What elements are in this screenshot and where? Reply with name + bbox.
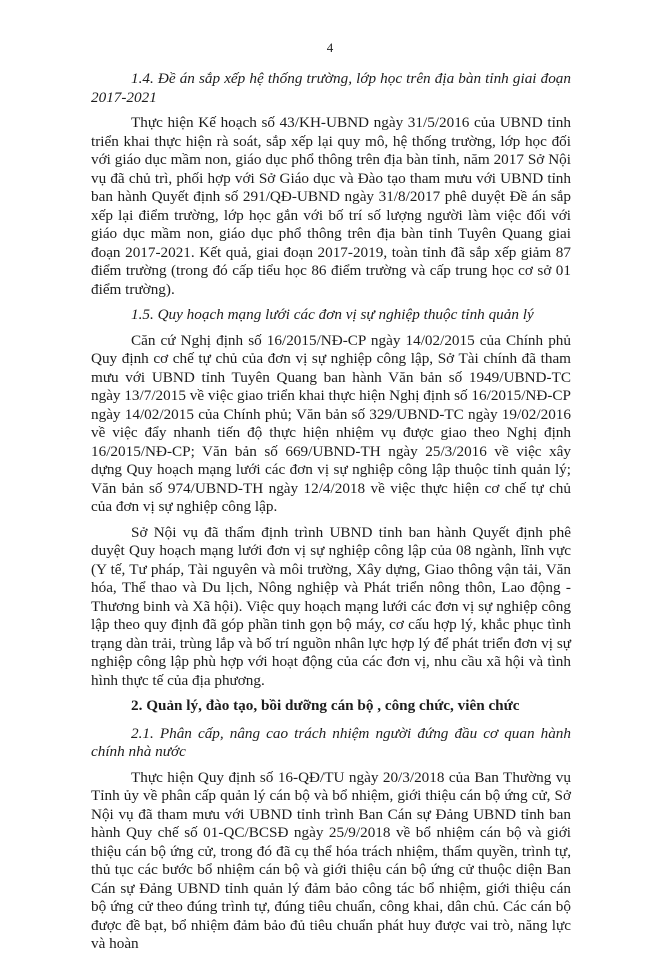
section-heading-2: 2. Quản lý, đào tạo, bồi dưỡng cán bộ , công chức, viên chức: [131, 697, 520, 714]
paragraph: Thực hiện Quy định số 16-QĐ/TU ngày 20/3/2018 của Ban Thường vụ Tỉnh ủy về phân cấp quản lý cán bộ và bổ nhiệm, giới thiệu cán bộ ứng cử, Sở Nội vụ đã tham mưu với UBND tỉnh trình Ban Cán sự Đảng UBND tỉnh ban hành Quy chế số 01-QC/BCSĐ ngày 25/9/2018 về bổ nhiệm cán bộ và giới thiệu cán bộ ứng cử, trong đó đã cụ thể hóa trách nhiệm, thẩm quyền, trình tự, thủ tục các bước bổ nhiệm cán bộ và giới thiệu cán bộ ứng cử thuộc diện Ban Cán sự Đảng UBND tỉnh quản lý đảm bảo công tác bổ nhiệm, giới thiệu cán bộ ứng cử theo đúng trình tự, đúng tiêu chuẩn, công khai, dân chủ. Các cán bộ được đề bạt, bổ nhiệm đảm bảo đủ tiêu chuẩn phát huy được vai trò, năng lực và hoàn: [91, 768, 571, 952]
paragraph: Thực hiện Kế hoạch số 43/KH-UBND ngày 31/5/2016 của UBND tỉnh triển khai thực hiện rà soát, sắp xếp lại quy mô, hệ thống trường, lớp học đối với giáo dục mầm non, giáo dục phổ thông trên địa bàn tỉnh, năm 2017 Sở Nội vụ đã chủ trì, phối hợp với Sở Giáo dục và Đào tạo tham mưu với UBND tỉnh ban hành Quyết định số 291/QĐ-UBND ngày 31/8/2017 phê duyệt Đề án sắp xếp lại điểm trường, lớp học gắn với bố trí số lượng người làm việc đối với giáo dục mầm non, giáo dục phổ thông trên địa bàn tỉnh Tuyên Quang giai đoạn 2017-2021. Kết quả, giai đoạn 2017-2019, toàn tỉnh đã sắp xếp giảm 87 điểm trường (trong đó cấp tiểu học 86 điểm trường và cấp trung học cơ sở 01 điểm trường).: [91, 114, 571, 298]
paragraph: Sở Nội vụ đã thẩm định trình UBND tỉnh ban hành Quyết định phê duyệt Quy hoạch mạng lưới đơn vị sự nghiệp công lập của 08 ngành, lĩnh vực (Y tế, Tư pháp, Tài nguyên và môi trường, Xây dựng, Giao thông vận tải, Văn hóa, Thể thao và Du lịch, Nông nghiệp và Phát triển nông thôn, Lao động - Thương binh và Xã hội). Việc quy hoạch mạng lưới các đơn vị sự nghiệp công lập theo quy định đã góp phần tinh gọn bộ máy, cơ cấu hợp lý, khắc phục tình trạng dàn trải, trùng lắp và bố trí nguồn nhân lực hợp lý để phát triển đơn vị sự nghiệp công lập phù hợp với hoạt động của các đơn vị, nhu cầu xã hội và tình hình thực tế của địa phương.: [91, 523, 571, 689]
section-heading-1-5: 1.5. Quy hoạch mạng lưới các đơn vị sự nghiệp thuộc tỉnh quản lý: [131, 306, 534, 323]
paragraph: Căn cứ Nghị định số 16/2015/NĐ-CP ngày 14/02/2015 của Chính phủ Quy định cơ chế tự chủ của đơn vị sự nghiệp công lập, Sở Tài chính đã tham mưu với UBND tỉnh Tuyên Quang ban hành Văn bản số 1949/UBND-TC ngày 13/7/2015 về việc giao triển khai thực hiện Nghị định số 16/2015/NĐ-CP ngày 14/02/2015 của Chính phủ; Văn bản số 329/UBND-TC ngày 19/02/2016 về việc đẩy nhanh tiến độ thực hiện nhiệm vụ được giao theo Nghị định 16/2015/NĐ-CP; Văn bản số 669/UBND-TH ngày 25/3/2016 về việc xây dựng Quy hoạch mạng lưới các đơn vị sự nghiệp công lập thuộc tỉnh quản lý; Văn bản số 974/UBND-TH ngày 12/4/2018 về việc thực hiện cơ chế tự chủ của đơn vị sự nghiệp công lập.: [91, 331, 571, 515]
document-body: [91, 70, 571, 961]
section-heading-2-1: 2.1. Phân cấp, nâng cao trách nhiệm người đứng đầu cơ quan hành chính nhà nước: [91, 724, 571, 760]
page-number: 4: [326, 40, 334, 55]
section-heading-1-4: 1.4. Đề án sắp xếp hệ thống trường, lớp học trên địa bàn tỉnh giai đoạn 2017-2021: [91, 70, 571, 106]
